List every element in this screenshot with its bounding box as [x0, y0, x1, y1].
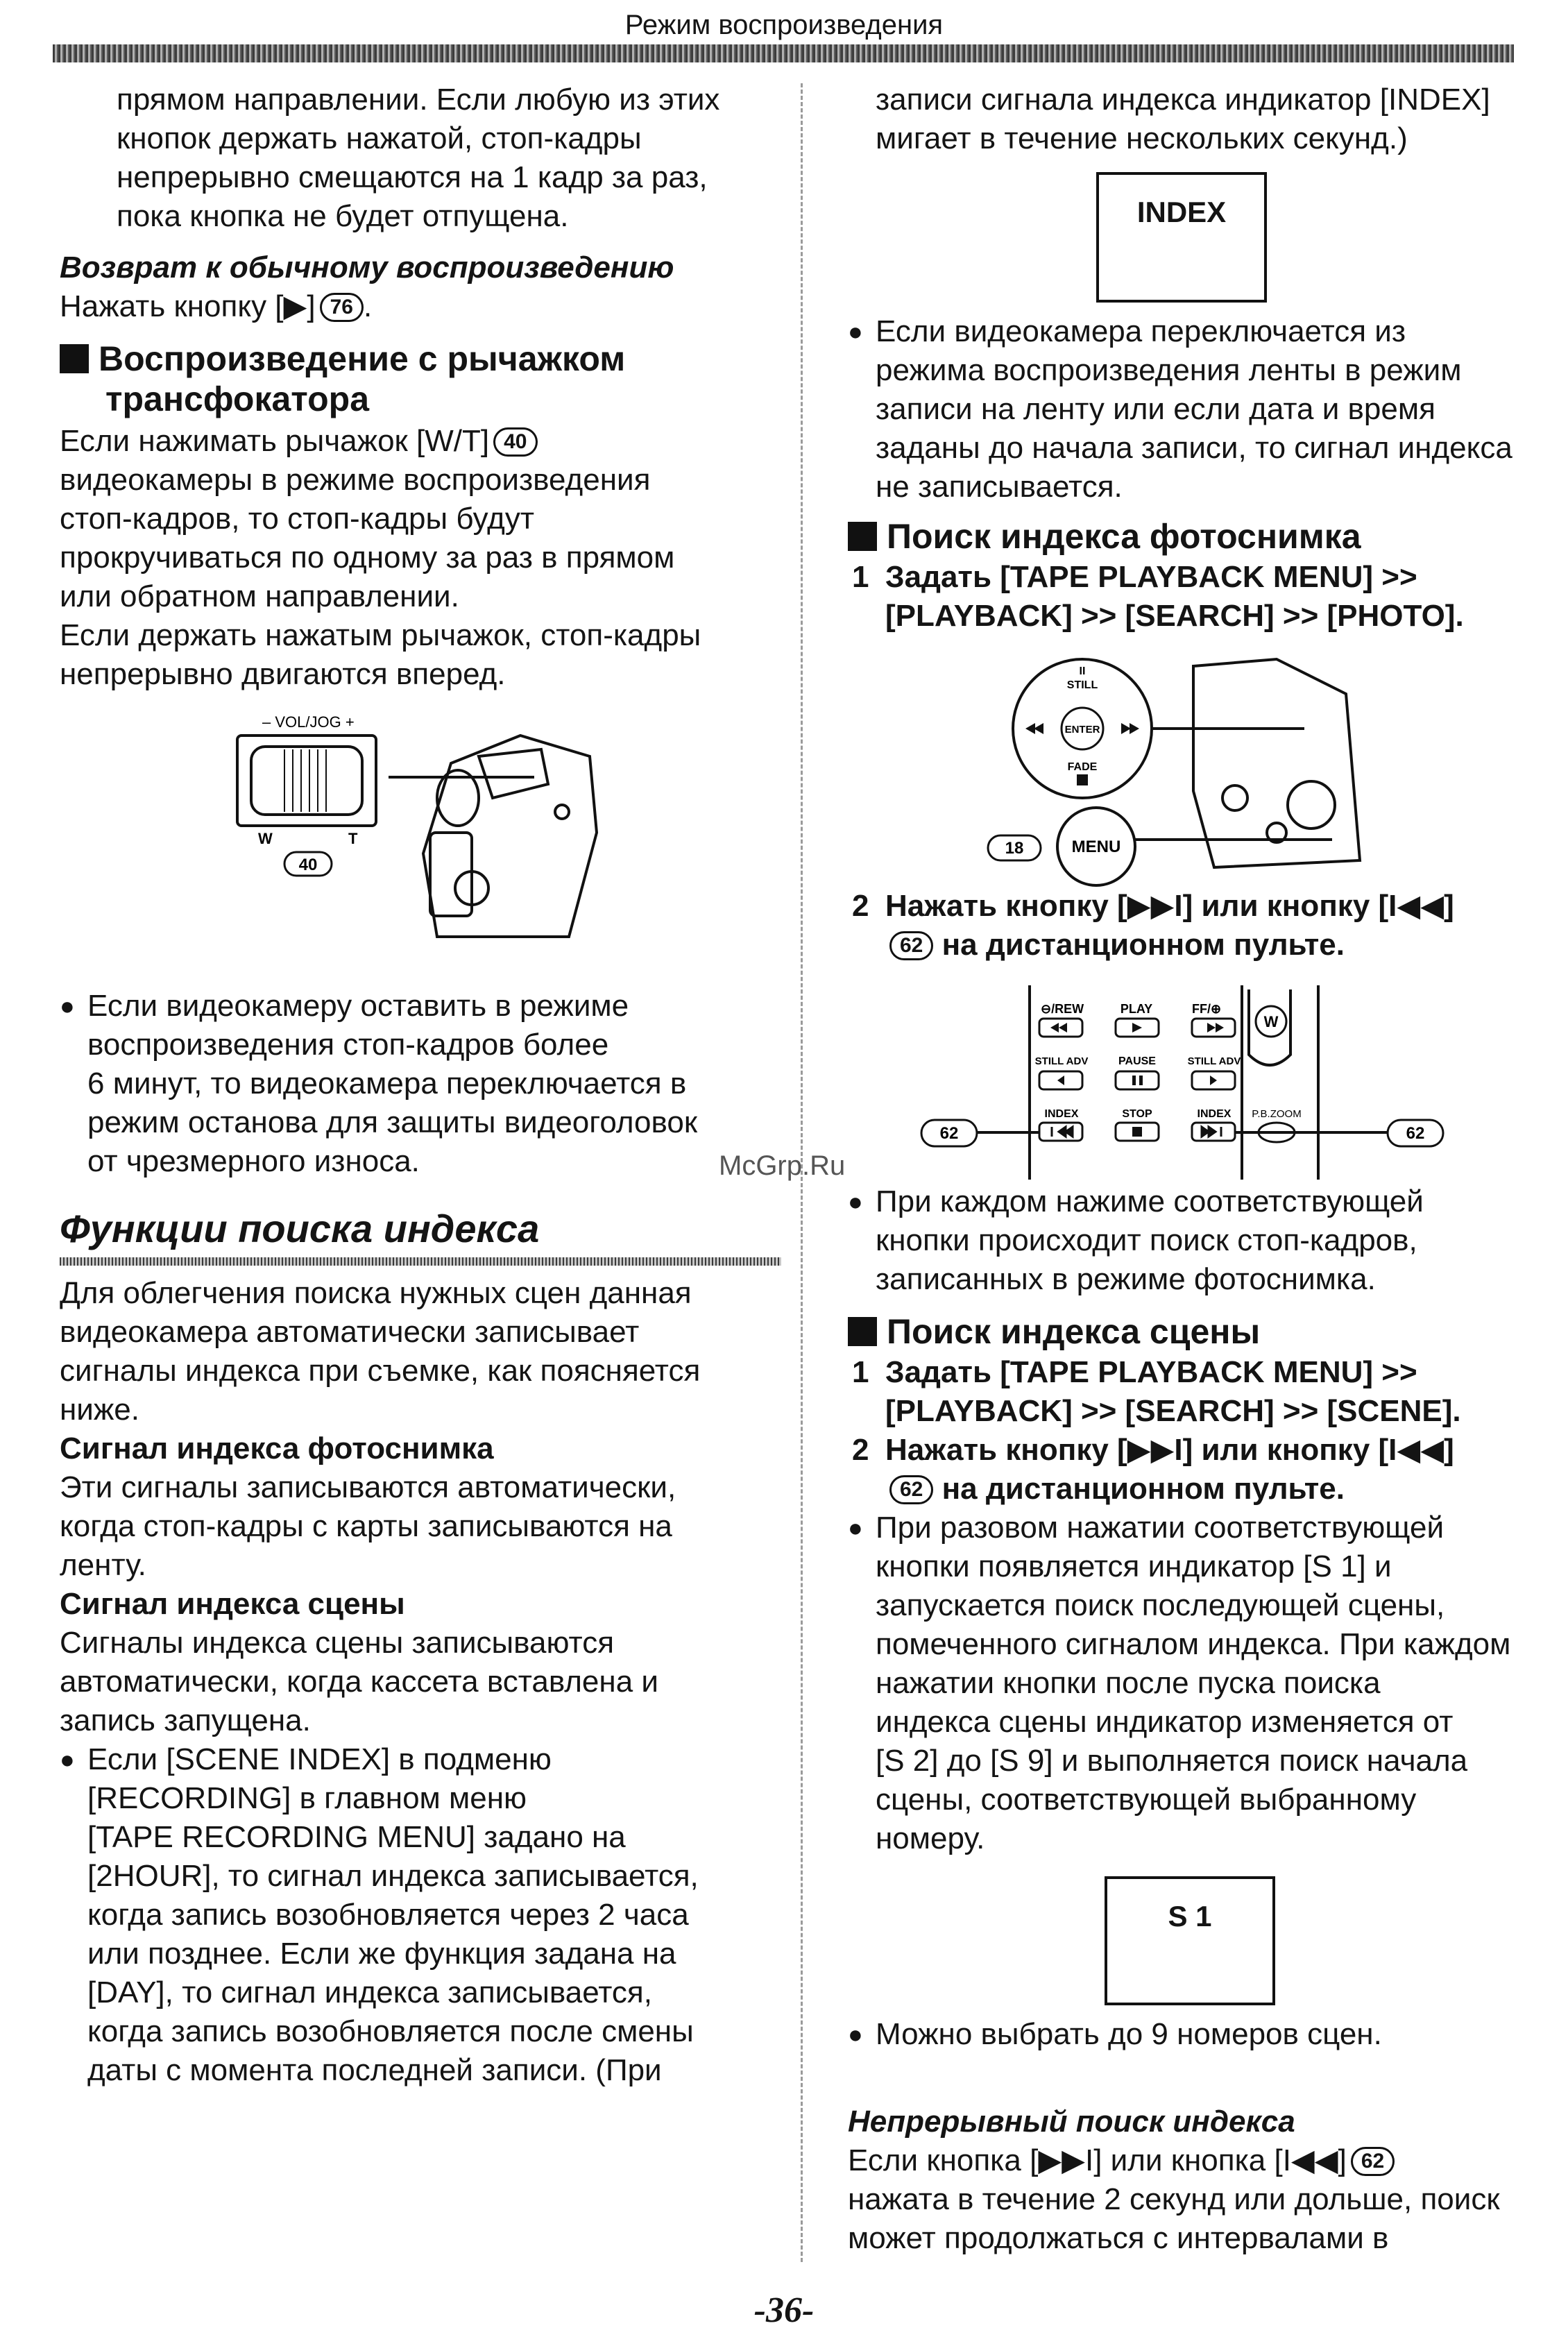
text-line: режима воспроизведения ленты в режим	[876, 353, 1462, 387]
figure-ref-label: 40	[298, 856, 318, 874]
text-line: когда запись возобновляется после смены	[87, 2014, 694, 2048]
figure-ref-label: 18	[1005, 839, 1024, 858]
text-line: Задать [TAPE PLAYBACK MENU] >>	[885, 560, 1417, 594]
stop-icon	[1077, 774, 1088, 785]
photo-search-heading	[848, 516, 1535, 556]
text-line: на дистанционном пульте.	[941, 1472, 1345, 1506]
text-line: ниже.	[60, 1393, 140, 1427]
text-line: ● Можно выбрать до 9 номеров сцен.	[876, 2017, 1382, 2051]
text-line: Нажать кнопку [▶▶I] или кнопку [I◀◀]	[885, 889, 1454, 923]
bullet-item	[60, 987, 781, 1181]
text-line: сцены, соответствующей выбранному	[876, 1783, 1417, 1817]
still-adv-label: STILL ADV	[1034, 1055, 1089, 1067]
photo-signal-heading: Сигнал индекса фотоснимка	[60, 1431, 494, 1465]
text-line: записи на ленту или если дата и время	[876, 392, 1435, 426]
text-line: записи сигнала индекса индикатор [INDEX]	[876, 83, 1490, 117]
step-item	[852, 1431, 1539, 1509]
pause-glyph: II	[1079, 665, 1086, 677]
pause-label: PAUSE	[1118, 1055, 1156, 1067]
page-ref-badge: 76	[320, 293, 364, 322]
right-continuation	[876, 80, 1542, 158]
text-line: [TAPE RECORDING MENU] задано на	[87, 1820, 626, 1854]
bullet-item	[60, 1740, 781, 2090]
step-number: 1	[852, 1355, 869, 1389]
step-item	[852, 558, 1539, 636]
bullet-item	[848, 1182, 1535, 1299]
return-heading: Возврат к обычному воспроизведению	[60, 250, 674, 284]
text-line: заданы до начала записи, то сигнал индекса	[876, 431, 1512, 465]
fade-label: FADE	[1067, 761, 1098, 773]
stop-label: STOP	[1122, 1108, 1152, 1120]
w-label: W	[1263, 1013, 1279, 1030]
text-line: Если держать нажатым рычажок, стоп-кадры	[60, 618, 701, 652]
text-line: нажатии кнопки после пуска поиска	[876, 1666, 1381, 1700]
text-line: помеченного сигналом индекса. При каждом	[876, 1627, 1511, 1661]
ff-label: FF/⊕	[1192, 1002, 1222, 1016]
bullet-item	[848, 312, 1535, 507]
text-line: от чрезмерного износа.	[87, 1144, 420, 1178]
watermark: McGrp.Ru	[719, 1150, 846, 1181]
text-line: пока кнопка не будет отпущена.	[117, 199, 569, 233]
text-line: индекса сцены индикатор изменяется от	[876, 1705, 1454, 1739]
text-line: стоп-кадров, то стоп-кадры будут	[60, 502, 534, 536]
camcorder-side-icon	[1193, 659, 1360, 867]
text-line: когда стоп-кадры с карты записываются на	[60, 1509, 672, 1543]
standby-note	[60, 987, 781, 1181]
photo-search-heading-text: Поиск индекса фотоснимка	[887, 517, 1361, 556]
text-line: кнопки появляется индикатор [S 1] и	[876, 1549, 1392, 1583]
text-line: [RECORDING] в главном меню	[87, 1781, 527, 1815]
scene-search-heading	[848, 1311, 1535, 1352]
pause-icon	[1132, 1076, 1136, 1085]
play-label: PLAY	[1120, 1002, 1153, 1016]
still-label: STILL	[1066, 679, 1098, 691]
text-line: запись запущена.	[60, 1703, 311, 1737]
text-line: запускается поиск последующей сцены,	[876, 1588, 1445, 1622]
return-text: Нажать кнопку [▶]	[60, 289, 316, 323]
stop-icon	[1132, 1127, 1142, 1137]
bullet-item	[848, 2015, 1535, 2054]
zoom-lever-figure	[229, 708, 617, 944]
intro-paragraph	[117, 80, 783, 236]
zoom-paragraph	[60, 422, 781, 694]
text-line: автоматически, когда кассета вставлена и	[60, 1665, 658, 1699]
photo-step-1	[852, 558, 1539, 636]
continuous-paragraph	[848, 2141, 1535, 2258]
text-line: кнопки происходит поиск стоп-кадров,	[876, 1223, 1417, 1257]
square-bullet-icon	[60, 344, 89, 373]
text-line: [PLAYBACK] >> [SEARCH] >> [PHOTO].	[885, 599, 1464, 633]
scene-indicator-box: S 1	[1105, 1876, 1275, 2005]
step-item	[852, 1353, 1539, 1431]
section-title: Функции поиска индекса	[60, 1207, 540, 1250]
text-line: Для облегчения поиска нужных сцен данная	[60, 1276, 692, 1310]
page-number: -36-	[753, 2291, 815, 2330]
text-line: или позднее. Если же функция задана на	[87, 1937, 676, 1971]
text-line: не записывается.	[876, 470, 1123, 504]
page-ref-badge: 40	[493, 427, 537, 457]
index-label: INDEX	[1197, 1108, 1232, 1120]
step-number: 2	[852, 889, 869, 923]
text-line: ленту.	[60, 1548, 146, 1582]
text-line: на дистанционном пульте.	[941, 928, 1345, 962]
return-paragraph	[60, 287, 781, 326]
lever-rocker	[251, 747, 362, 815]
rew-label: ⊖/REW	[1041, 1002, 1084, 1016]
text-line: [PLAYBACK] >> [SEARCH] >> [SCENE].	[885, 1394, 1461, 1428]
vol-jog-label: – VOL/JOG +	[262, 713, 355, 731]
scene-search-note	[848, 1509, 1535, 1858]
pause-icon	[1139, 1076, 1143, 1085]
zoom-heading-line1: Воспроизведение с рычажком	[99, 339, 626, 378]
text-line: [DAY], то сигнал индекса записывается,	[87, 1975, 652, 2009]
step-number: 2	[852, 1433, 869, 1467]
continuous-heading: Непрерывный поиск индекса	[848, 2105, 1295, 2139]
text-line: ● При разовом нажатии соответствующей	[876, 1511, 1445, 1545]
index-note	[848, 312, 1535, 507]
text-line: воспроизведения стоп-кадров более	[87, 1028, 609, 1062]
text-line: Задать [TAPE PLAYBACK MENU] >>	[885, 1355, 1417, 1389]
text-line: непрерывно двигаются вперед.	[60, 657, 506, 691]
photo-search-note	[848, 1182, 1535, 1299]
page-ref-badge: 62	[889, 1475, 933, 1504]
text-line: видеокамеры в режиме воспроизведения	[60, 463, 651, 497]
index-indicator-box: INDEX	[1096, 172, 1267, 303]
square-bullet-icon	[848, 1317, 877, 1346]
bullet-item	[848, 1509, 1535, 1858]
menu-label: MENU	[1071, 838, 1121, 856]
text-line: сигналы индекса при съемке, как поясняется	[60, 1354, 701, 1388]
menu-dial-figure	[985, 652, 1374, 902]
section-title-rule	[60, 1257, 781, 1266]
text-line: видеокамера автоматически записывает	[60, 1315, 640, 1349]
square-bullet-icon	[848, 522, 877, 551]
zoom-heading-line2: трансфокатора	[105, 380, 370, 418]
camcorder-icon	[423, 736, 597, 937]
text-line: даты с момента последней записи. (При	[87, 2053, 662, 2087]
text-line: нажата в течение 2 секунд или дольше, поиск	[848, 2182, 1500, 2216]
text-line: [S 2] до [S 9] и выполняется поиск начала	[876, 1744, 1468, 1778]
remote-control-figure	[916, 985, 1485, 1180]
figure-ref-label: 62	[939, 1124, 959, 1143]
text-line: прямом направлении. Если любую из этих	[117, 83, 720, 117]
text-line: 6 минут, то видеокамера переключается в	[87, 1066, 687, 1100]
text-line: режим останова для защиты видеоголовок	[87, 1105, 698, 1139]
text-line: Сигналы индекса сцены записываются	[60, 1626, 615, 1660]
text-line: кнопок держать нажатой, стоп-кадры	[117, 121, 642, 155]
text-line: прокручиваться по одному за раз в прямом	[60, 541, 675, 575]
scene-steps	[852, 1353, 1539, 1509]
pause-button	[1116, 1071, 1159, 1089]
text-line: ● Если [SCENE INDEX] в подменю	[87, 1742, 552, 1776]
photo-step-2	[852, 887, 1539, 964]
text-line: Если кнопка [▶▶I] или кнопка [I◀◀]	[848, 2143, 1347, 2177]
step-number: 1	[852, 560, 869, 594]
step-item	[852, 887, 1539, 964]
text-line: [2HOUR], то сигнал индекса записывается,	[87, 1859, 699, 1893]
page-ref-badge: 62	[889, 931, 933, 960]
page-header-title: Режим воспроизведения	[624, 10, 944, 40]
page-ref-badge: 62	[1351, 2147, 1395, 2176]
text-line: номеру.	[876, 1821, 985, 1855]
index-label: INDEX	[1044, 1108, 1079, 1120]
pb-zoom-label: P.B.ZOOM	[1252, 1108, 1302, 1120]
text-line: мигает в течение нескольких секунд.)	[876, 121, 1408, 155]
header-band	[53, 44, 1514, 62]
enter-label: ENTER	[1064, 724, 1100, 736]
tele-label: T	[348, 830, 358, 847]
still-adv-label: STILL ADV	[1187, 1055, 1241, 1067]
text-line: может продолжаться с интервалами в	[848, 2221, 1389, 2255]
figure-ref-label: 62	[1406, 1124, 1425, 1143]
zoom-text: Если нажимать рычажок [W/T]	[60, 424, 490, 458]
text-line: или обратном направлении.	[60, 579, 459, 613]
section-intro	[60, 1274, 781, 2090]
text-line: ● Если видеокамеру оставить в режиме	[87, 989, 629, 1023]
scene-search-heading-text: Поиск индекса сцены	[887, 1312, 1261, 1351]
wide-label: W	[258, 830, 273, 847]
text-line: ● Если видеокамера переключается из	[876, 314, 1406, 348]
scene-max-note	[848, 2015, 1535, 2054]
text-line: непрерывно смещаются на 1 кадр за раз,	[117, 160, 708, 194]
return-end: .	[363, 289, 373, 323]
text-line: Эти сигналы записываются автоматически,	[60, 1470, 676, 1504]
text-line: когда запись возобновляется через 2 часа	[87, 1898, 689, 1932]
scene-signal-heading: Сигнал индекса сцены	[60, 1587, 405, 1621]
text-line: Нажать кнопку [▶▶I] или кнопку [I◀◀]	[885, 1433, 1454, 1467]
text-line: записанных в режиме фотоснимка.	[876, 1262, 1376, 1296]
zoom-heading	[60, 339, 781, 419]
text-line: ● При каждом нажиме соответствующей	[876, 1184, 1424, 1218]
